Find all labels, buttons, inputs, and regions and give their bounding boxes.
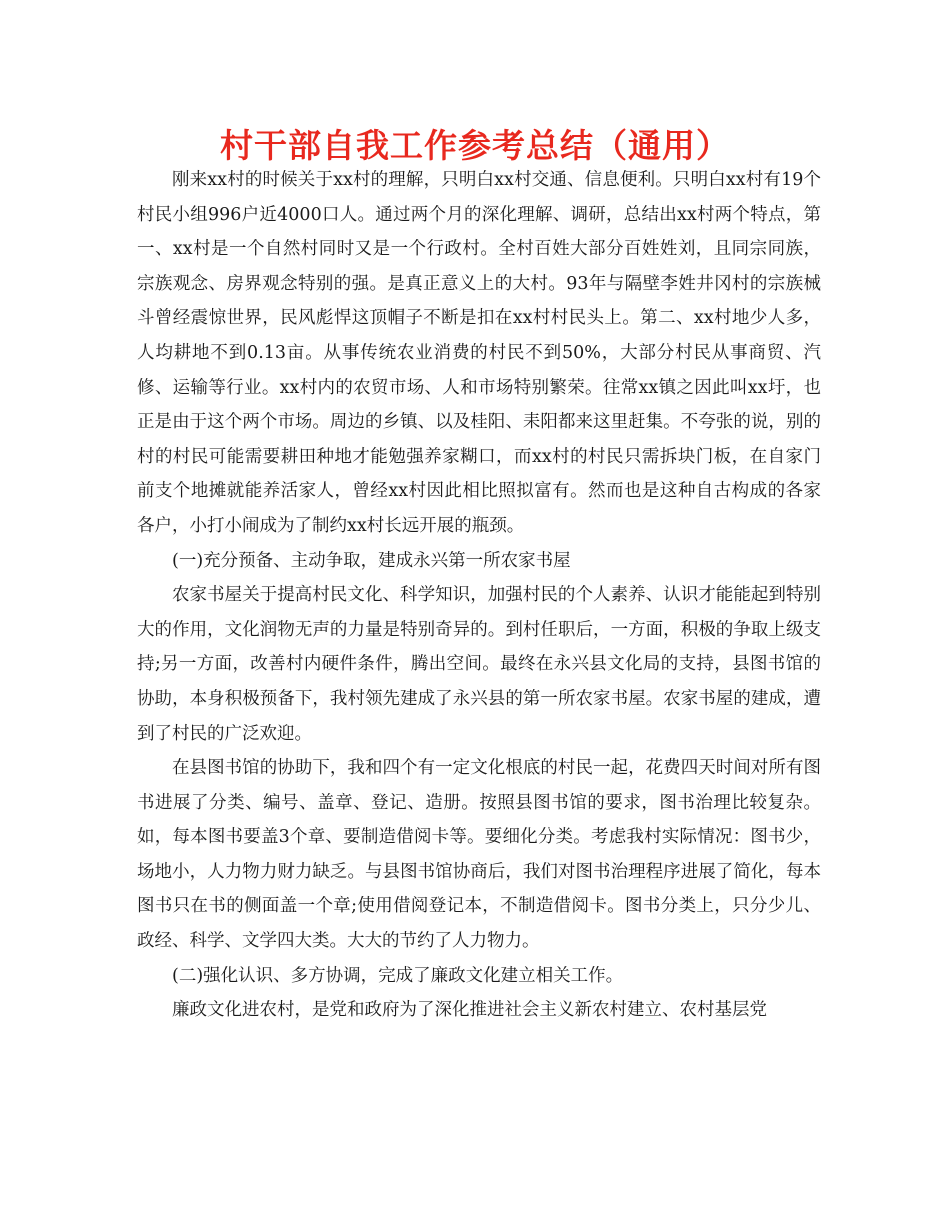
paragraph-integrity: 廉政文化进农村，是党和政府为了深化推进社会主义新农村建立、农村基层党 — [172, 1000, 767, 1021]
document-title: 村干部自我工作参考总结（通用） — [220, 126, 730, 165]
section-heading-2: (二)强化认识、多方协调，完成了廉政文化建立相关工作。 — [172, 965, 624, 986]
paragraph-library: 农家书屋关于提高村民文化、科学知识，加强村民的个人素养、认识才能能起到特别大的作用，文化润物无声的力量是特别奇异的。到村任职后，一方面，积极的争取上级支持;另一方面，改善村内硬件条件，腾出空间。最终在永兴县文化局的支持，县图书馆的协助，本身积极预备下，我村领先建成了永兴县的第一所农家书屋。农家书屋的建成，遭到了村民的广泛欢迎。 — [137, 585, 821, 744]
paragraph-intro: 刚来xx村的时候关于xx村的理解，只明白xx村交通、信息便利。只明白xx村有19个村民小组996户近4000口人。通过两个月的深化理解、调研，总结出xx村两个特点，第一、xx村是一个自然村同时又是一个行政村。全村百姓大部分百姓姓刘，且同宗同族，宗族观念、房界观念特别的强。是真正意义上的大村。93年与隔壁李姓井冈村的宗族械斗曾经震惊世界，民风彪悍这顶帽子不断是扣在xx村村民头上。第二、xx村地少人多，人均耕地不到0.13亩。从事传统农业消费的村民不到50%，大部分村民从事商贸、汽修、运输等行业。xx村内的农贸市场、人和市场特别繁荣。往常xx镇之因此叫xx圩，也正是由于这个两个市场。周边的乡镇、以及桂阳、耒阳都来这里赶集。不夸张的说，别的村的村民可能需要耕田种地才能勉强养家糊口，而xx村的村民只需拆块门板，在自家门前支个地摊就能养活家人，曾经xx村因此相比照拟富有。然而也是这种自古构成的各家各户，小打小闹成为了制约xx村长远开展的瓶颈。 — [137, 170, 821, 536]
section-heading-1: (一)充分预备、主动争取，建成永兴第一所农家书屋 — [172, 550, 571, 571]
document-body — [137, 163, 821, 1028]
paragraph-cataloging: 在县图书馆的协助下，我和四个有一定文化根底的村民一起，花费四天时间对所有图书进展了分类、编号、盖章、登记、造册。按照县图书馆的要求，图书治理比较复杂。如，每本图书要盖3个章、要制造借阅卡等。要细化分类。考虑我村实际情况：图书少，场地小，人力物力财力缺乏。与县图书馆协商后，我们对图书治理程序进展了简化，每本图书只在书的侧面盖一个章;使用借阅登记本，不制造借阅卡。图书分类上，只分少儿、政经、科学、文学四大类。大大的节约了人力物力。 — [137, 758, 821, 952]
